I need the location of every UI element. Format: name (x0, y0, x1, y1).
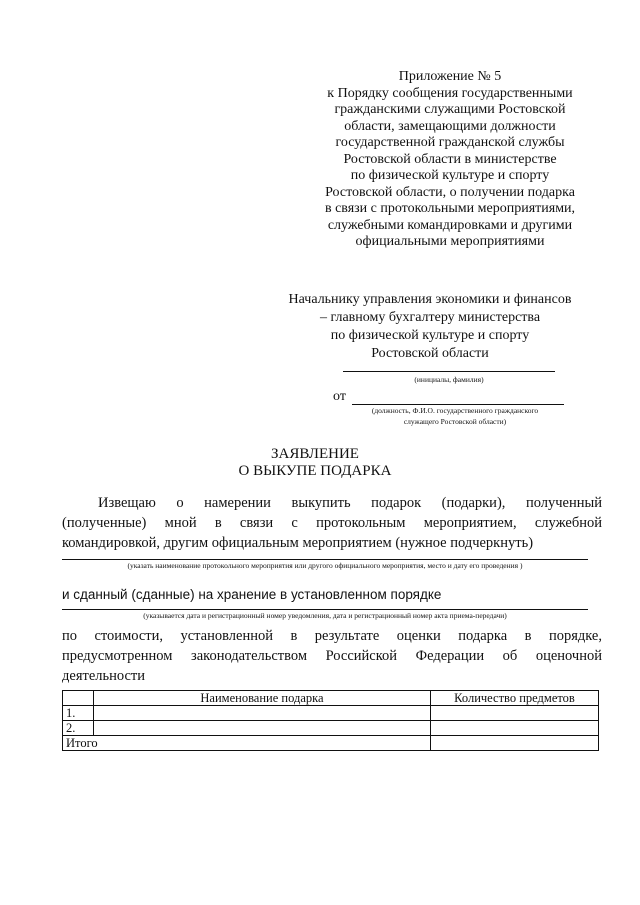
from-hint-line1: (должность, Ф.И.О. государственного гражданского (371, 406, 539, 415)
statement-line: (полученные) мной в связи с протокольным мероприятием, служебной (62, 515, 602, 531)
initials-blank-line (343, 371, 555, 372)
row-quantity[interactable] (431, 706, 599, 721)
event-blank-line (62, 559, 588, 560)
title-line1: ЗАЯВЛЕНИЕ (271, 446, 359, 462)
row-number: 2. (63, 721, 94, 736)
appendix-line: по физической культуре и спорту (350, 168, 550, 183)
appendix-block (300, 69, 600, 251)
title-line2: О ВЫКУПЕ ПОДАРКА (238, 463, 392, 479)
appendix-line: государственной гражданской службы (335, 135, 565, 150)
recipient-line: – главному бухгалтеру министерства (319, 310, 541, 325)
appendix-line: Ростовской области, о получении подарка (325, 184, 575, 200)
handed-over-line: и сданный (сданные) на хранение в установленном порядке (62, 587, 442, 602)
table-row (63, 721, 599, 736)
total-label: Итого (63, 736, 431, 751)
from-blank-line (352, 404, 564, 405)
gifts-table (62, 690, 599, 751)
from-hint-line2: служащего Ростовской области) (403, 417, 507, 426)
row-quantity[interactable] (431, 721, 599, 736)
registration-hint: (указывается дата и регистрационный номер уведомления, дата и регистрационный номер акта приема-передачи) (143, 611, 507, 620)
appendix-line: к Порядку сообщения государственными (327, 85, 573, 101)
row-gift-name[interactable] (94, 706, 431, 721)
table-row (63, 706, 599, 721)
initials-hint: (инициалы, фамилия) (414, 375, 484, 384)
appendix-line: в связи с протокольными мероприятиями, (324, 201, 576, 216)
price-paragraph (62, 626, 602, 686)
registration-blank-line (62, 609, 588, 610)
event-hint: (указать наименование протокольного мероприятия или другого официального мероприятия, место и дату его проведения ) (127, 561, 523, 570)
recipient-block (250, 291, 610, 363)
appendix-line: области, замещающими должности (344, 118, 556, 134)
recipient-line: по физической культуре и спорту (330, 328, 530, 343)
table-header-quantity: Количество предметов (431, 691, 599, 706)
appendix-line: официальными мероприятиями (355, 234, 545, 249)
row-gift-name[interactable] (94, 721, 431, 736)
recipient-line: Начальнику управления экономики и финансов (288, 292, 572, 307)
statement-line: командировкой, другим официальным мероприятием (нужное подчеркнуть) (62, 535, 534, 551)
document-title (150, 446, 480, 480)
statement-paragraph (62, 493, 602, 553)
from-label: от (333, 389, 346, 404)
recipient-line: Ростовской области (371, 346, 489, 361)
appendix-line: Ростовской области в министерстве (343, 151, 557, 167)
appendix-line: служебными командировками и другими (327, 217, 573, 233)
total-quantity[interactable] (431, 736, 599, 751)
appendix-line: гражданскими служащими Ростовской (334, 102, 566, 117)
row-number: 1. (63, 706, 94, 721)
appendix-line: Приложение № 5 (398, 69, 502, 84)
handed-over-text (62, 585, 602, 605)
table-header-number (63, 691, 94, 706)
table-header-row (63, 691, 599, 706)
table-header-gift-name: Наименование подарка (94, 691, 431, 706)
table-total-row (63, 736, 599, 751)
price-line: деятельности (62, 668, 146, 684)
price-line: по стоимости, установленной в результате оценки подарка в порядке, (62, 628, 602, 644)
statement-line: Извещаю о намерении выкупить подарок (подарки), полученный (98, 495, 602, 511)
price-line: предусмотренном законодательством Российской Федерации об оценочной (62, 648, 602, 664)
